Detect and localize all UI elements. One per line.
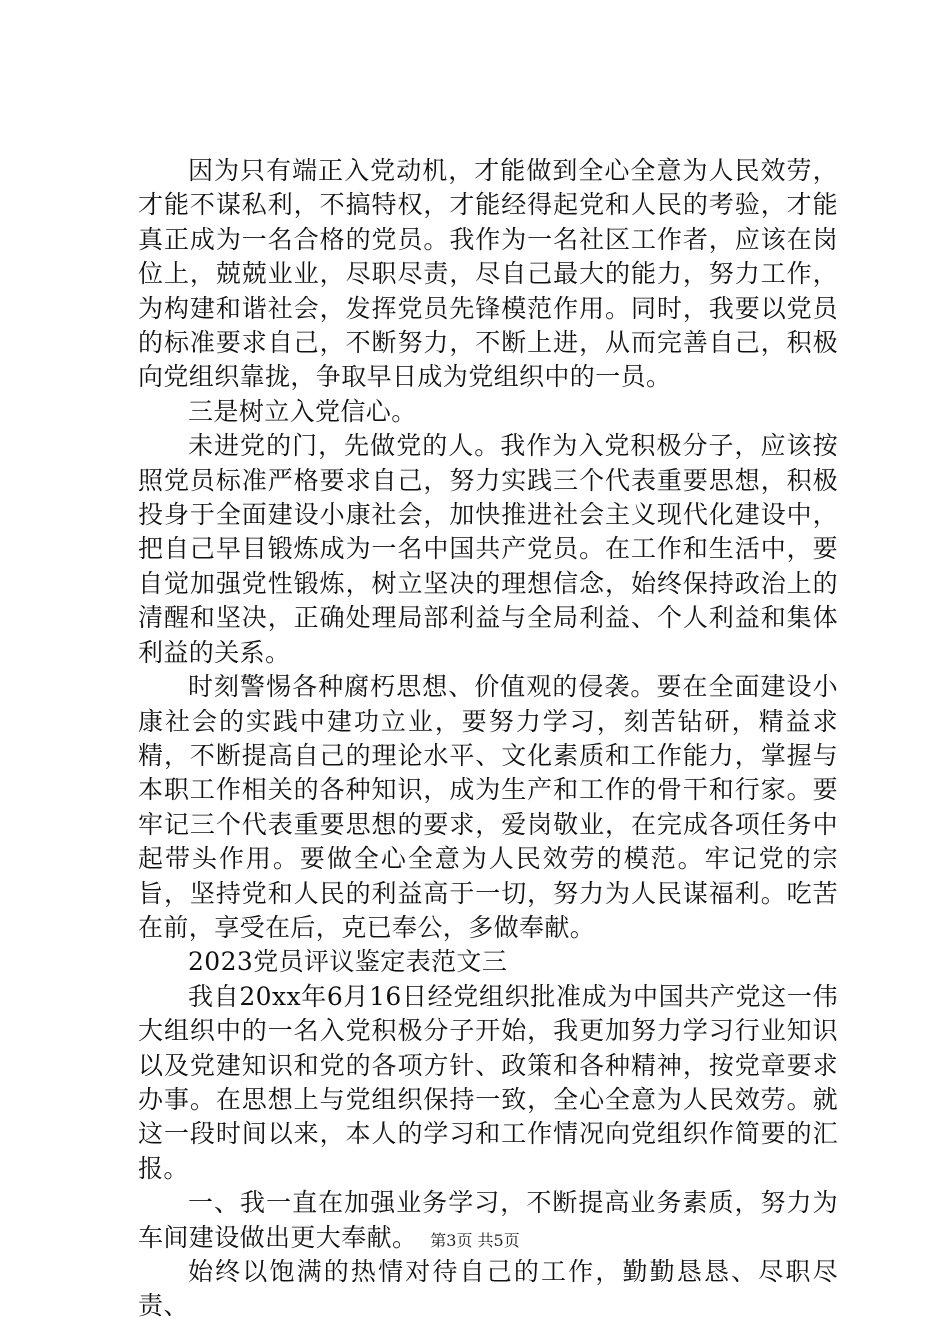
paragraph-party-motive: 因为只有端正入党动机，才能做到全心全意为人民效劳，才能不谋私利，不搞特权，才能经得起党和人民的考验，才能真正成为一名合格的党员。我作为一名社区工作者，应该在岗位上，兢兢业业，尽职尽责，尽自己最大的能力，努力工作，为构建和谐社会，发挥党员先锋模范作用。同时，我要以党员的标准要求自己，不断努力，不断上进，从而完善自己，积极向党组织靠拢，争取早日成为党组织中的一员。: [138, 156, 838, 392]
paragraph-vigilance: 时刻警惕各种腐朽思想、价值观的侵袭。要在全面建设小康社会的实践中建功立业，要努力学习，刻苦钻研，精益求精，不断提高自己的理论水平、文化素质和工作能力，掌握与本职工作相关的各种知识，成为生产和工作的骨干和行家。要牢记三个代表重要思想的要求，爱岗敬业，在完成各项任务中起带头作用。要做全心全意为人民效劳的模范。牢记党的宗旨，坚持党和人民的利益高于一切，努力为人民谋福利。吃苦在前，享受在后，克已奉公，多做奉献。: [138, 672, 838, 942]
paragraph-heading-confidence: 三是树立入党信心。: [188, 396, 417, 426]
document-body: [138, 154, 838, 1324]
page-number-footer: 第3页 共5页: [430, 1231, 520, 1250]
section-title-sample-three: 2023党员评议鉴定表范文三: [188, 947, 508, 977]
paragraph-point-one: 一、我一直在加强业务学习，不断提高业务素质，努力为车间建设做出更大奉献。: [138, 1188, 838, 1252]
paragraph-party-member-standard: 未进党的门，先做党的人。我作为入党积极分子，应该按照党员标准严格要求自己，努力实践三个代表重要思想，积极投身于全面建设小康社会，加快推进社会主义现代化建设中，把自己早目锻炼成为一名中国共产党员。在工作和生活中，要自觉加强党性锻炼，树立坚决的理想信念，始终保持政治上的清醒和坚决，正确处理局部利益与全局利益、个人利益和集体利益的关系。: [138, 431, 838, 667]
paragraph-report-intro: 我自20xx年6月16日经党组织批准成为中国共产党这一伟大组织中的一名入党积极分子开始，我更加努力学习行业知识以及党建知识和党的各项方针、政策和各种精神，按党章要求办事。在思想上与党组织保持一致，全心全意为人民效劳。就这一段时间以来，本人的学习和工作情况向党组织作简要的汇报。: [138, 981, 838, 1183]
paragraph-work-attitude: 始终以饱满的热情对待自己的工作，勤勤恳恳、尽职尽责、: [138, 1257, 838, 1321]
